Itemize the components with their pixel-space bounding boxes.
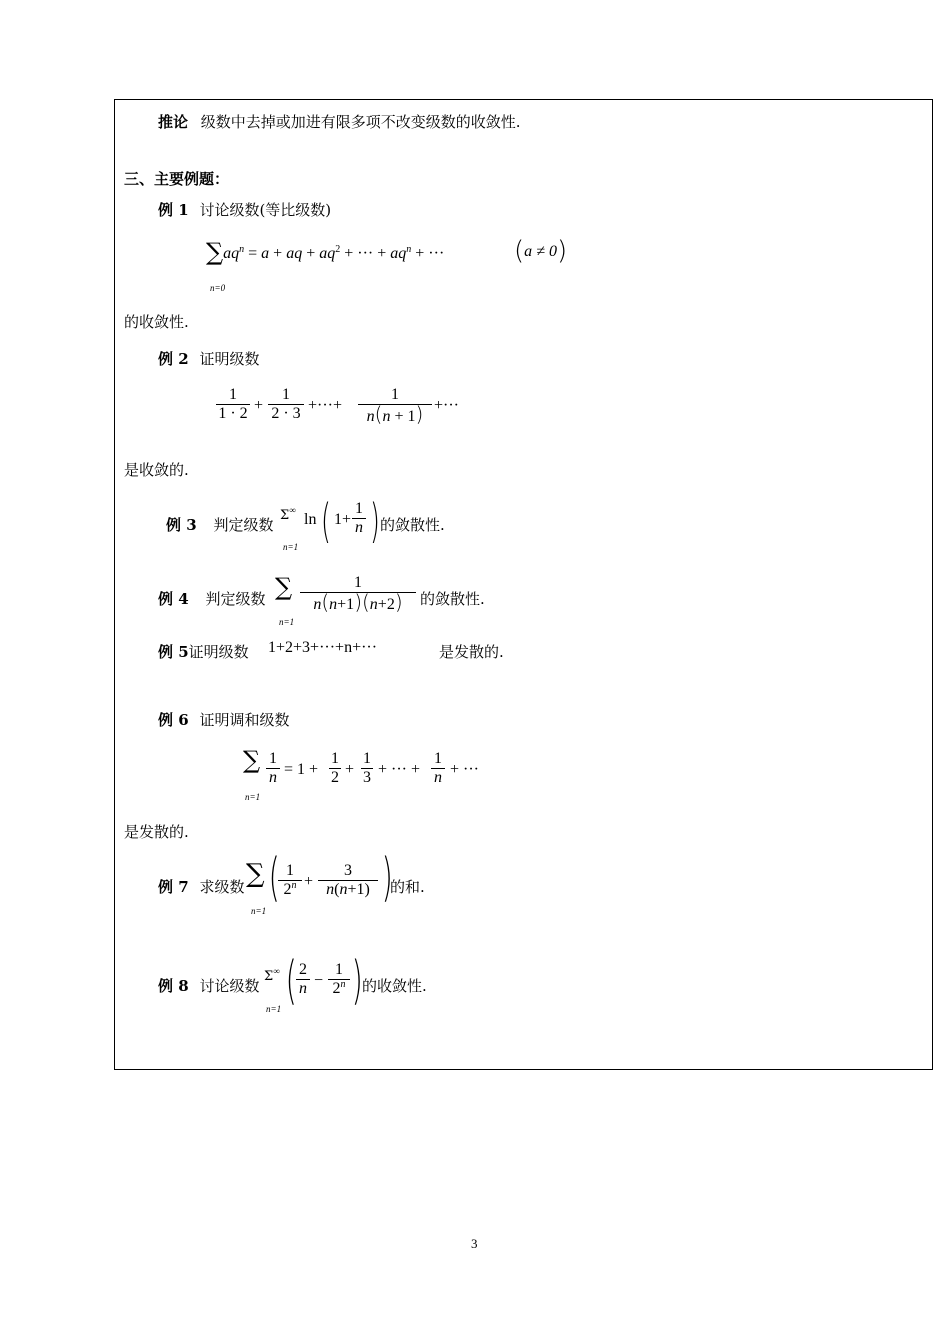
example-2-tail: +··· [434,397,460,414]
example-2-text: 证明级数 [199,350,260,368]
example-1-text: 讨论级数(等比级数) [199,201,332,219]
corollary-line [158,111,521,132]
example-2-label: 例 2 [158,350,189,368]
example-4-text: 判定级数 [205,590,266,608]
example-1-condition: (a ≠ 0) [514,236,568,266]
example-4-after: 的敛散性. [420,590,485,608]
example-3-line [166,514,273,535]
example-3-frac: 1 n [352,500,366,537]
example-5-after: 是发散的. [439,643,504,661]
example-2-frac-general: 1 n(n + 1) [358,386,432,426]
example-6-after: 是发散的. [124,823,189,841]
example-3-sub: n=1 [283,542,299,552]
example-4-line [158,588,265,609]
example-7-text: 求级数 [199,878,245,896]
example-7-line [158,876,244,897]
example-1-sub: n=0 [210,283,226,293]
example-8-sub: n=1 [266,1004,282,1014]
example-5-text: 证明级数 [188,643,249,661]
example-4-frac: 1 n(n+1)(n+2) [300,574,416,614]
example-7-label: 例 7 [158,878,189,896]
example-1-line [158,199,331,220]
example-1-label: 例 1 [158,201,189,219]
example-6-line [158,709,289,730]
example-4-sub: n=1 [279,617,295,627]
sum-symbol: ∑ [206,238,224,266]
example-1-formula: $\sum aq^n = a$ + aq + $aq^2$ + ··· + $aq^n$ + ··· [206,238,445,266]
example-6-sub: n=1 [245,792,261,802]
section-heading: 三、主要例题： [124,170,230,188]
example-2-line [158,348,259,369]
example-7-after: 的和. [390,878,425,896]
corollary-label: 推论 [158,113,189,131]
example-4-label: 例 4 [158,590,189,608]
example-2-frac-1: 1 1 · 2 [216,386,250,423]
example-8-sum: Σ∞ [264,966,280,984]
example-8-after: 的收敛性. [362,977,427,995]
example-6-text: 证明调和级数 [199,711,290,729]
example-1-after: 的收敛性. [124,313,189,331]
example-6-sum: ∑ [243,746,261,774]
example-5-line [158,641,249,662]
example-3-ln: ln [304,511,317,528]
example-2-after: 是收敛的. [124,461,189,479]
example-6-label: 例 6 [158,711,189,729]
example-3-after: 的敛散性. [380,516,445,534]
example-8-line [158,975,259,996]
example-3-sum: Σ∞ [280,505,296,523]
example-5-series: 1+2+3+···+n+··· [268,639,378,656]
example-4-sum: ∑ [275,573,293,601]
example-3-text: 判定级数 [213,516,274,534]
example-8-text: 讨论级数 [199,977,260,995]
example-8-label: 例 8 [158,977,189,995]
example-7-sum: ∑ [246,859,265,889]
example-2-frac-2: 1 2 · 3 [268,386,304,423]
example-7-sub: n=1 [251,906,267,916]
page-number: 3 [471,1236,478,1251]
example-3-label: 例 3 [166,516,197,534]
example-5-label: 例 5 [158,643,189,661]
corollary-text: 级数中去掉或加进有限多项不改变级数的收敛性. [200,113,521,131]
